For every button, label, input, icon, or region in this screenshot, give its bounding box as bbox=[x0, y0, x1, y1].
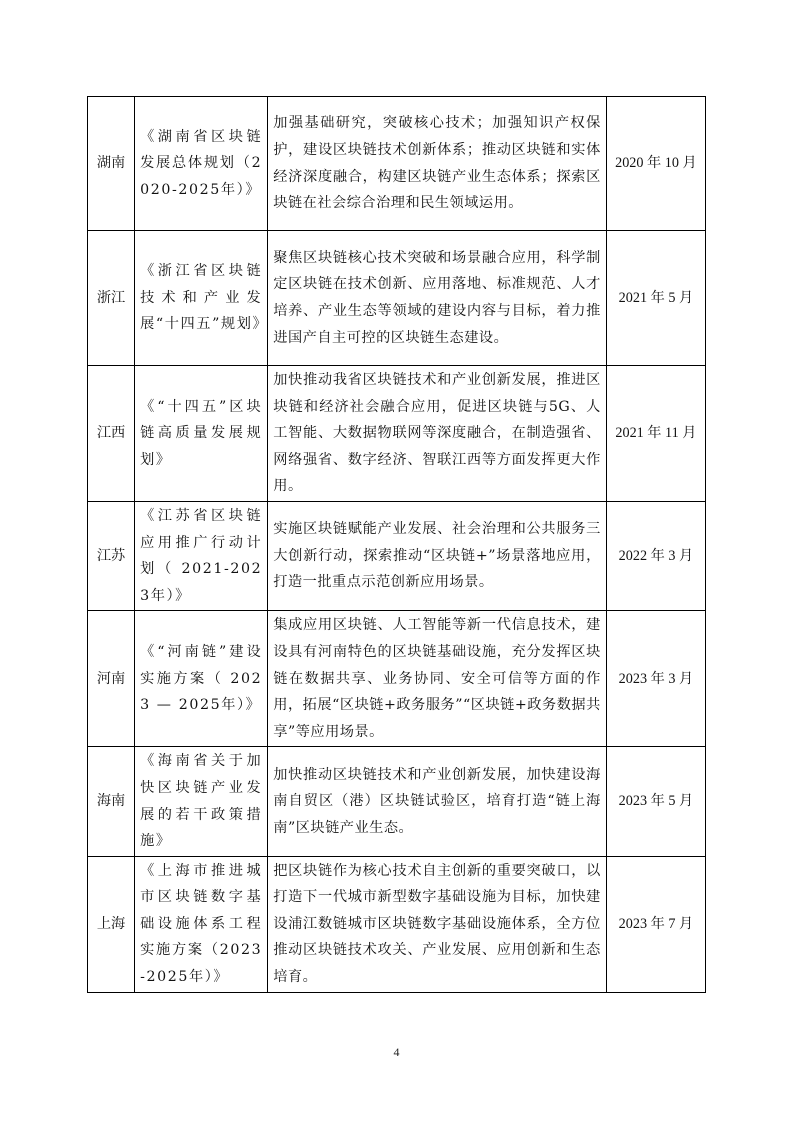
table-row bbox=[88, 231, 706, 366]
region-cell: 河南 bbox=[88, 611, 135, 747]
table-row bbox=[88, 611, 706, 747]
region-cell: 江苏 bbox=[88, 501, 135, 610]
region-cell: 江西 bbox=[88, 366, 135, 502]
release-date-cell: 2022 年 3 月 bbox=[606, 501, 705, 610]
policy-title-cell: 《“河南链”建设实施方案（ 2023 — 2025年）》 bbox=[135, 611, 268, 747]
policy-title-cell: 《“十四五”区块链高质量发展规划》 bbox=[135, 366, 268, 502]
release-date-cell: 2021 年 11 月 bbox=[606, 366, 705, 502]
release-date-cell: 2023 年 7 月 bbox=[606, 856, 705, 992]
policy-content-cell: 加强基础研究，突破核心技术；加强知识产权保护，建设区块链技术创新体系；推动区块链和实体经济深度融合，构建区块链产业生态体系；探索区块链在社会综合治理和民生领域运用。 bbox=[268, 97, 607, 231]
region-cell: 湖南 bbox=[88, 97, 135, 231]
policy-title-cell: 《海南省关于加快区块链产业发展的若干政策措施》 bbox=[135, 747, 268, 856]
region-cell: 浙江 bbox=[88, 231, 135, 366]
policy-content-cell: 实施区块链赋能产业发展、社会治理和公共服务三大创新行动，探索推动“区块链+”场景落地应用，打造一批重点示范创新应用场景。 bbox=[268, 501, 607, 610]
policy-content-cell: 聚焦区块链核心技术突破和场景融合应用，科学制定区块链在技术创新、应用落地、标准规范、人才培养、产业生态等领域的建设内容与目标，着力推进国产自主可控的区块链生态建设。 bbox=[268, 231, 607, 366]
table-row bbox=[88, 366, 706, 502]
release-date-cell: 2020 年 10 月 bbox=[606, 97, 705, 231]
policy-content-cell: 把区块链作为核心技术自主创新的重要突破口，以打造下一代城市新型数字基础设施为目标，加快建设浦江数链城市区块链数字基础设施体系，全方位推动区块链技术攻关、产业发展、应用创新和生态培育。 bbox=[268, 856, 607, 992]
policy-title-cell: 《上海市推进城市区块链数字基础设施体系工程实施方案（2023-2025年）》 bbox=[135, 856, 268, 992]
table-row bbox=[88, 747, 706, 856]
table-row bbox=[88, 856, 706, 992]
table-row bbox=[88, 97, 706, 231]
region-cell: 上海 bbox=[88, 856, 135, 992]
policy-content-cell: 加快推动区块链技术和产业创新发展，加快建设海南自贸区（港）区块链试验区，培育打造“链上海南”区块链产业生态。 bbox=[268, 747, 607, 856]
policy-title-cell: 《江苏省区块链应用推广行动计划（ 2021-2023年）》 bbox=[135, 501, 268, 610]
release-date-cell: 2021 年 5 月 bbox=[606, 231, 705, 366]
policy-content-cell: 加快推动我省区块链技术和产业创新发展，推进区块链和经济社会融合应用，促进区块链与5G、人工智能、大数据物联网等深度融合，在制造强省、网络强省、数字经济、智联江西等方面发挥更大作用。 bbox=[268, 366, 607, 502]
release-date-cell: 2023 年 5 月 bbox=[606, 747, 705, 856]
table-row bbox=[88, 501, 706, 610]
blockchain-policy-table bbox=[87, 96, 706, 993]
page-number: 4 bbox=[393, 1045, 400, 1059]
policy-title-cell: 《湖南省区块链发展总体规划（2020-2025年）》 bbox=[135, 97, 268, 231]
policy-content-cell: 集成应用区块链、人工智能等新一代信息技术，建设具有河南特色的区块链基础设施，充分发挥区块链在数据共享、业务协同、安全可信等方面的作用，拓展“区块链+政务服务”“区块链+政务数据共享”等应用场景。 bbox=[268, 611, 607, 747]
region-cell: 海南 bbox=[88, 747, 135, 856]
policy-title-cell: 《浙江省区块链技术和产业发展“十四五”规划》 bbox=[135, 231, 268, 366]
release-date-cell: 2023 年 3 月 bbox=[606, 611, 705, 747]
